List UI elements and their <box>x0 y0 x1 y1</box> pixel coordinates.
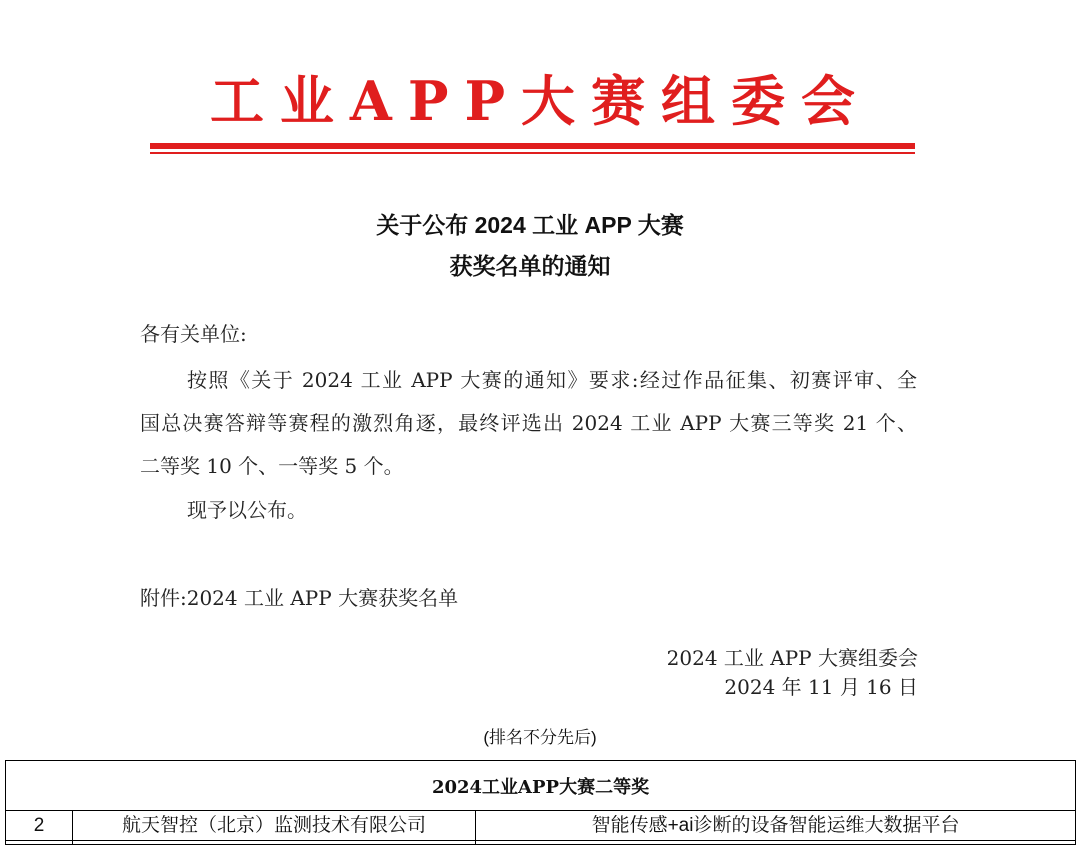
cut-off-cell <box>6 841 73 845</box>
attachment-line: 附件:2024 工业 APP 大赛获奖名单 <box>140 586 459 610</box>
signature-date: 2024 年 11 月 16 日 <box>724 675 918 699</box>
salutation: 各有关单位: <box>140 322 247 346</box>
table-row <box>6 811 1076 841</box>
project-cell: 智能传感+ai诊断的设备智能运维大数据平台 <box>476 811 1076 841</box>
announcement-line: 现予以公布。 <box>187 498 307 522</box>
company-cell: 航天智控（北京）监测技术有限公司 <box>73 811 476 841</box>
paragraph-line-3: 二等奖 10 个、一等奖 5 个。 <box>140 454 404 478</box>
paragraph-line-1: 按照《关于 2024 工业 APP 大赛的通知》要求:经过作品征集、初赛评审、全 <box>187 368 917 392</box>
letterhead-thick-rule <box>150 143 915 149</box>
cut-off-cell <box>476 841 1076 845</box>
letterhead-thin-rule <box>150 152 915 154</box>
cut-off-cell <box>73 841 476 845</box>
ranking-note: (排名不分先后) <box>483 728 597 747</box>
table-section-header-row <box>6 761 1076 811</box>
paragraph-line-2: 国总决赛答辩等赛程的激烈角逐，最终评选出 2024 工业 APP 大赛三等奖 21 个、 <box>140 411 917 435</box>
notice-title-line-1: 关于公布 2024 工业 APP 大赛 <box>376 212 684 238</box>
table-section-title: 2024工业APP大赛二等奖 <box>6 761 1076 811</box>
award-table <box>5 760 1076 845</box>
table-row-cut-off <box>6 841 1076 845</box>
rank-cell: 2 <box>6 811 73 841</box>
notice-title-line-2: 获奖名单的通知 <box>449 253 611 279</box>
letterhead-title: 工业APP大赛组委会 <box>209 69 872 133</box>
signature-org: 2024 工业 APP 大赛组委会 <box>666 646 918 670</box>
